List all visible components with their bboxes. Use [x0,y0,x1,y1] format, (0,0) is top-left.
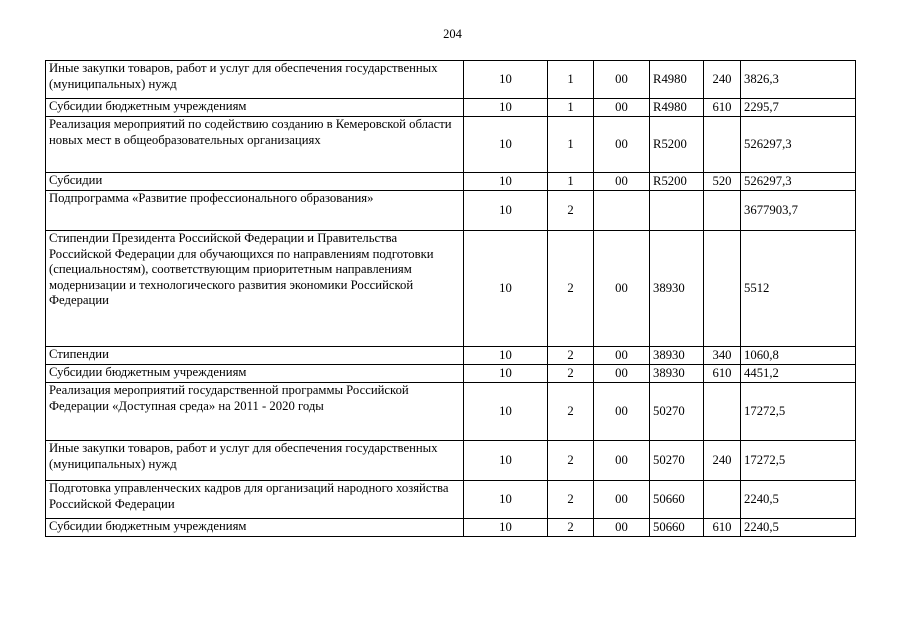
section-code: 10 [464,365,548,383]
expense-name: Подготовка управленческих кадров для организаций народного хозяйства Российской Федерации [46,481,464,519]
expense-name: Иные закупки товаров, работ и услуг для обеспечения государственных (муниципальных) нужд [46,441,464,481]
article-code: 50660 [650,519,704,537]
section-code: 10 [464,191,548,231]
section-code: 10 [464,481,548,519]
program-code: 00 [594,117,650,173]
table-row [46,441,856,481]
article-code: 50270 [650,383,704,441]
expense-type-code [704,481,741,519]
table-row [46,383,856,441]
article-code: 50270 [650,441,704,481]
expense-name: Стипендии Президента Российской Федерации и Правительства Российской Федерации для обучающихся по направлениям подготовки (специальностям), соответствующим приоритетным направлениям модернизации и технологического развития экономики Российской Федерации [46,231,464,347]
program-code: 00 [594,61,650,99]
expense-type-code [704,231,741,347]
table-row [46,347,856,365]
expense-name: Подпрограмма «Развитие профессионального образования» [46,191,464,231]
expense-name: Субсидии бюджетным учреждениям [46,99,464,117]
table-row [46,191,856,231]
table-row [46,231,856,347]
expense-name: Субсидии бюджетным учреждениям [46,519,464,537]
expense-type-code: 610 [704,519,741,537]
expense-type-code [704,383,741,441]
amount: 3677903,7 [741,191,856,231]
section-code: 10 [464,117,548,173]
table-row [46,365,856,383]
section-code: 10 [464,347,548,365]
subsection-code: 1 [548,173,594,191]
expense-name: Реализация мероприятий по содействию созданию в Кемеровской области новых мест в общеобразовательных организациях [46,117,464,173]
expense-type-code: 240 [704,441,741,481]
program-code [594,191,650,231]
expense-name: Субсидии [46,173,464,191]
expense-type-code: 240 [704,61,741,99]
article-code: 38930 [650,365,704,383]
expense-type-code: 340 [704,347,741,365]
subsection-code: 1 [548,99,594,117]
subsection-code: 2 [548,347,594,365]
article-code: R5200 [650,117,704,173]
amount: 2240,5 [741,519,856,537]
amount: 526297,3 [741,117,856,173]
subsection-code: 1 [548,61,594,99]
program-code: 00 [594,383,650,441]
amount: 3826,3 [741,61,856,99]
section-code: 10 [464,519,548,537]
subsection-code: 1 [548,117,594,173]
budget-table [45,60,856,537]
expense-type-code [704,117,741,173]
article-code: R4980 [650,61,704,99]
program-code: 00 [594,99,650,117]
amount: 2295,7 [741,99,856,117]
expense-name: Субсидии бюджетным учреждениям [46,365,464,383]
program-code: 00 [594,519,650,537]
program-code: 00 [594,365,650,383]
table-row [46,519,856,537]
subsection-code: 2 [548,519,594,537]
program-code: 00 [594,441,650,481]
program-code: 00 [594,481,650,519]
article-code: 50660 [650,481,704,519]
subsection-code: 2 [548,383,594,441]
expense-name: Иные закупки товаров, работ и услуг для обеспечения государственных (муниципальных) нужд [46,61,464,99]
expense-name: Реализация мероприятий государственной программы Российской Федерации «Доступная среда» на 2011 - 2020 годы [46,383,464,441]
amount: 17272,5 [741,441,856,481]
article-code: 38930 [650,347,704,365]
subsection-code: 2 [548,191,594,231]
section-code: 10 [464,441,548,481]
page-number: 204 [443,27,462,41]
section-code: 10 [464,383,548,441]
article-code: R4980 [650,99,704,117]
subsection-code: 2 [548,441,594,481]
article-code: R5200 [650,173,704,191]
article-code: 38930 [650,231,704,347]
article-code [650,191,704,231]
subsection-code: 2 [548,231,594,347]
amount: 17272,5 [741,383,856,441]
program-code: 00 [594,173,650,191]
expense-type-code: 610 [704,365,741,383]
amount: 2240,5 [741,481,856,519]
table-row [46,99,856,117]
amount: 1060,8 [741,347,856,365]
section-code: 10 [464,61,548,99]
section-code: 10 [464,173,548,191]
amount: 4451,2 [741,365,856,383]
table-row [46,61,856,99]
program-code: 00 [594,231,650,347]
expense-type-code: 610 [704,99,741,117]
expense-type-code: 520 [704,173,741,191]
section-code: 10 [464,99,548,117]
table-row [46,117,856,173]
amount: 526297,3 [741,173,856,191]
amount: 5512 [741,231,856,347]
table-row [46,481,856,519]
expense-type-code [704,191,741,231]
subsection-code: 2 [548,481,594,519]
section-code: 10 [464,231,548,347]
table-row [46,173,856,191]
subsection-code: 2 [548,365,594,383]
program-code: 00 [594,347,650,365]
expense-name: Стипендии [46,347,464,365]
